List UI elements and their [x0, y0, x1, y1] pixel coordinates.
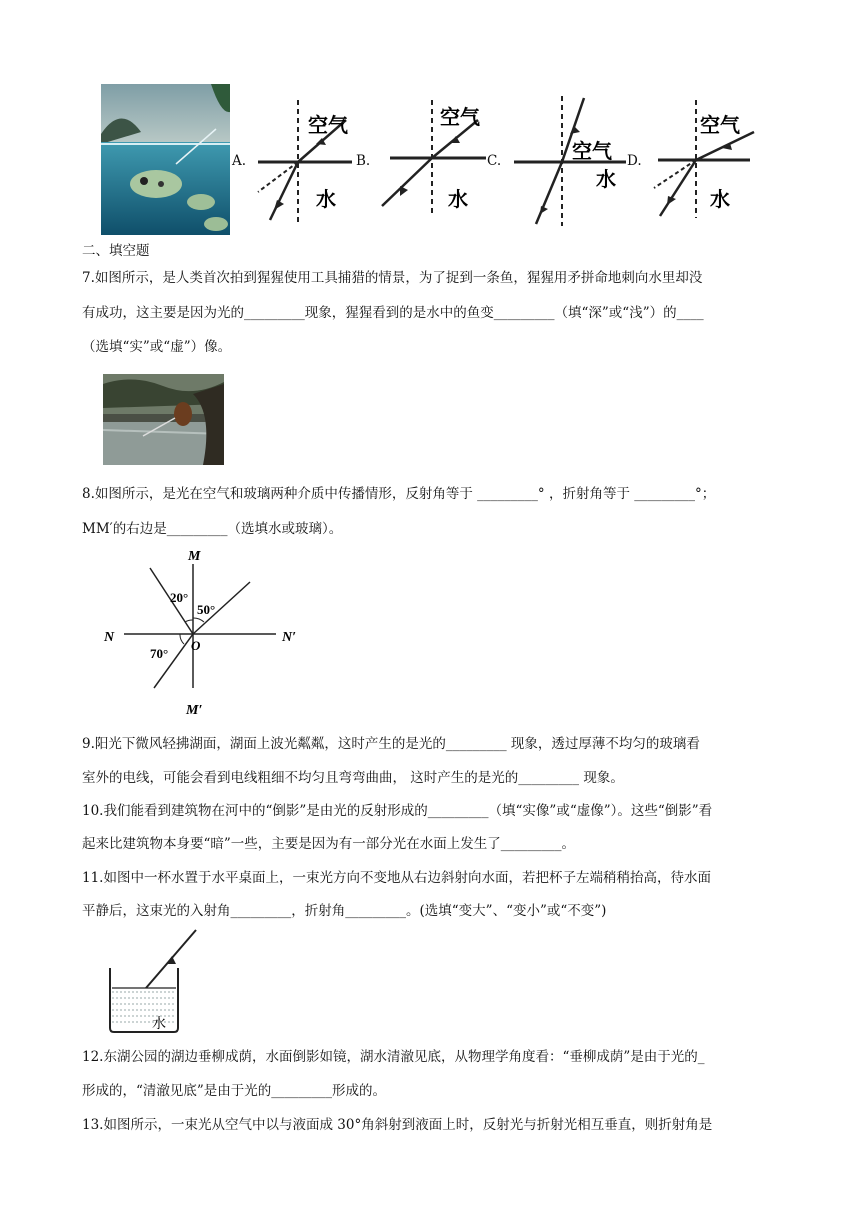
- water-label-d: 水: [710, 189, 730, 211]
- water-cup-diagram: [104, 928, 204, 1036]
- orangutan-photo: [103, 374, 224, 465]
- q7-line-3: （选填“实”或“虚”）像。: [82, 339, 232, 355]
- cup-water-label: 水: [152, 1017, 166, 1032]
- angle-70: 70°: [150, 646, 169, 661]
- option-a-label: A.: [232, 153, 247, 169]
- label-n-prime: N′: [282, 630, 297, 645]
- option-b-label: B.: [356, 153, 371, 169]
- label-o: O: [191, 638, 201, 653]
- q12-line-2: 形成的，“清澈见底”是由于光的_________形成的。: [82, 1083, 387, 1099]
- air-label-d: 空气: [700, 115, 740, 137]
- q10-line-1: 10.我们能看到建筑物在河中的“倒影”是由光的反射形成的_________（填“实像”或“虚像”）。这些“倒影”看: [82, 803, 713, 819]
- q8-line-1: 8.如图所示，是光在空气和玻璃两种介质中传播情形，反射角等于 _________° ，折射角等于 _________°；: [82, 486, 716, 502]
- q9-line-2: 室外的电线，可能会看到电线粗细不均匀且弯弯曲曲， 这时产生的是光的_________ 现象。: [82, 770, 624, 786]
- q7-line-1: 7.如图所示，是人类首次拍到猩猩使用工具捕猎的情景，为了捉到一条鱼，猩猩用矛拼命地刺向水里却没: [82, 270, 703, 286]
- q11-line-1: 11.如图中一杯水置于水平桌面上，一束光方向不变地从右边斜射向水面，若把杯子左端稍稍抬高，待水面: [82, 870, 711, 886]
- archerfish-photo: [101, 84, 230, 235]
- reflection-refraction-diagram: [100, 546, 310, 718]
- q10-line-2: 起来比建筑物本身要“暗”一些，主要是因为有一部分光在水面上发生了_________。: [82, 836, 576, 852]
- angle-20: 20°: [170, 590, 189, 605]
- water-label-a: 水: [316, 189, 336, 211]
- option-a-diagram: [254, 96, 354, 226]
- q13-line-1: 13.如图所示，一束光从空气中以与液面成 30°角斜射到液面上时，反射光与折射光相互垂直，则折射角是: [82, 1117, 713, 1133]
- q11-line-2: 平静后，这束光的入射角_________，折射角_________。(选填“变大”、“变小”或“不变”): [82, 903, 607, 919]
- q8-line-2: MM′的右边是_________（选填水或玻璃）。: [82, 521, 343, 537]
- air-label-b: 空气: [440, 107, 480, 129]
- air-label-a: 空气: [308, 115, 348, 137]
- label-n: N: [104, 630, 115, 645]
- label-m-prime: M′: [186, 703, 203, 718]
- option-d-label: D.: [627, 153, 642, 169]
- q9-line-1: 9.阳光下微风轻拂湖面，湖面上波光粼粼，这时产生的是光的_________ 现象，透过厚薄不均匀的玻璃看: [82, 736, 700, 752]
- water-label-c: 水: [596, 169, 616, 191]
- water-label-b: 水: [448, 189, 468, 211]
- option-d-diagram: [650, 96, 760, 226]
- angle-50: 50°: [197, 602, 216, 617]
- section-title-fill-in: 二、填空题: [82, 243, 150, 259]
- option-c-diagram: [510, 94, 630, 228]
- air-label-c: 空气: [572, 141, 612, 163]
- q7-line-2: 有成功，这主要是因为光的_________现象，猩猩看到的是水中的鱼变_________（填“深”或“浅”）的____: [82, 305, 704, 321]
- option-b-diagram: [378, 96, 488, 226]
- option-c-label: C.: [487, 153, 502, 169]
- label-m: M: [188, 549, 201, 564]
- q12-line-1: 12.东湖公园的湖边垂柳成荫，水面倒影如镜，湖水清澈见底，从物理学角度看：“垂柳成荫”是由于光的_: [82, 1049, 705, 1065]
